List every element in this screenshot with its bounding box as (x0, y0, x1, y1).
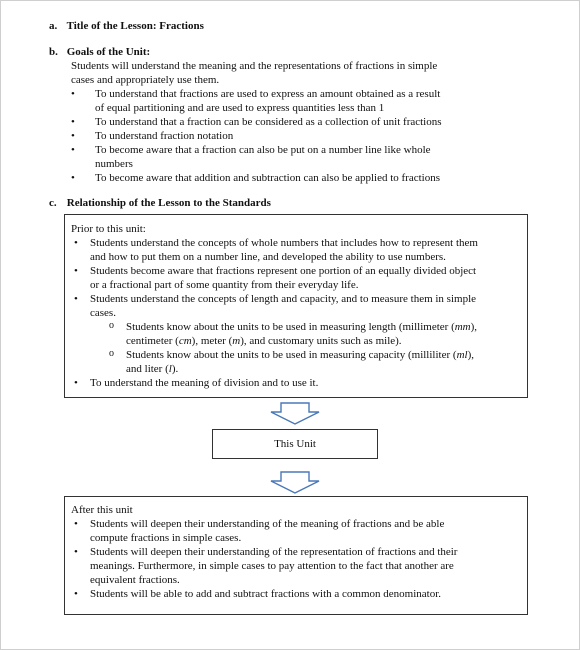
down-arrow-icon-2 (269, 471, 321, 495)
goals-item-4-line-1: • To become aware that a fraction can also be put on a number line like whole (95, 144, 431, 156)
goals-item-4 (71, 143, 541, 171)
after-item-1-line-1: • Students will deepen their understanding of the meaning of fractions and be able (90, 518, 445, 530)
after-list (71, 517, 527, 601)
section-a-letter: a. (49, 20, 58, 32)
this-unit-label: This Unit (274, 438, 316, 450)
goals-intro-line1: Students will understand the meaning and the representations of fractions in simple (71, 60, 438, 72)
prior-subitem-length (71, 320, 527, 348)
goals-item-5-line-1: • To become aware that addition and subtraction can also be applied to fractions (95, 172, 440, 184)
prior-list (71, 236, 527, 390)
prior-subitem-capacity (71, 348, 527, 376)
goals-item-3-line-1: • To understand fraction notation (95, 130, 234, 142)
goals-item-4-line-2: numbers (95, 158, 133, 170)
after-item-1-line-2: compute fractions in simple cases. (90, 532, 242, 544)
goals-item-3 (71, 129, 541, 143)
prior-subitem-capacity-line-2: and liter (l). (126, 363, 179, 375)
prior-item-3-line-2: cases. (90, 307, 116, 319)
goals-item-1 (71, 87, 541, 115)
goals-item-1-line-1: • To understand that fractions are used to express an amount obtained as a result (95, 88, 441, 100)
prior-item-2-line-2: or a fractional part of some quantity from their everyday life. (90, 279, 359, 291)
prior-item-1-line-1: • Students understand the concepts of whole numbers that includes how to represent them (90, 237, 478, 249)
prior-heading: Prior to this unit: (71, 223, 146, 235)
prior-item-1-line-2: and how to put them on a number line, and developed the ability to use numbers. (90, 251, 446, 263)
after-item-3-line-1: • Students will be able to add and subtract fractions with a common denominator. (90, 588, 442, 600)
goals-item-2-line-1: • To understand that a fraction can be considered as a collection of unit fractions (95, 116, 442, 128)
prior-item-3-line-1: • Students understand the concepts of length and capacity, and to measure them in simple (90, 293, 477, 305)
after-item-3 (71, 587, 527, 601)
section-b-letter: b. (49, 46, 58, 58)
section-c-letter: c. (49, 197, 57, 209)
section-b-title: Goals of the Unit: (66, 46, 151, 58)
prior-item-2 (71, 264, 527, 292)
prior-item-4-line-1: • To understand the meaning of division and to use it. (90, 377, 319, 389)
goals-item-2 (71, 115, 541, 129)
after-item-2-line-2: meanings. Furthermore, in simple cases to pay attention to the fact that another are (90, 560, 454, 572)
prior-item-1 (71, 236, 527, 264)
section-c-heading (49, 196, 271, 210)
after-item-2-line-1: • Students will deepen their understanding of the representation of fractions and their (90, 546, 458, 558)
prior-item-2-line-1: • Students become aware that fractions represent one portion of an equally divided object (90, 265, 477, 277)
prior-subitem-length-line-2: centimeter (cm), meter (m), and customary units such as mile). (126, 335, 402, 347)
section-b-heading (49, 45, 150, 59)
prior-item-3 (71, 292, 527, 376)
goals-list (71, 87, 541, 185)
goals-block (71, 59, 541, 185)
prior-unit-box (64, 214, 528, 398)
after-item-2 (71, 545, 527, 587)
after-unit-box (64, 496, 528, 615)
after-item-2-line-3: equivalent fractions. (90, 574, 180, 586)
goals-intro-line2: cases and appropriately use them. (71, 74, 220, 86)
prior-item-4 (71, 376, 527, 390)
section-a-heading (49, 19, 204, 33)
this-unit-box (212, 429, 378, 459)
after-heading: After this unit (71, 504, 133, 516)
section-c-title: Relationship of the Lesson to the Standards (66, 197, 271, 209)
section-a-title: Title of the Lesson: Fractions (66, 20, 204, 32)
goals-item-5 (71, 171, 541, 185)
prior-subitem-length-line-1: o Students know about the units to be used in measuring length (millimeter (mm), (126, 321, 478, 333)
prior-sublist (71, 320, 527, 376)
goals-item-1-line-2: of equal partitioning and are used to express quantities less than 1 (95, 102, 385, 114)
after-item-1 (71, 517, 527, 545)
prior-subitem-capacity-line-1: o Students know about the units to be used in measuring capacity (milliliter (ml), (126, 349, 474, 361)
down-arrow-icon (269, 402, 321, 426)
